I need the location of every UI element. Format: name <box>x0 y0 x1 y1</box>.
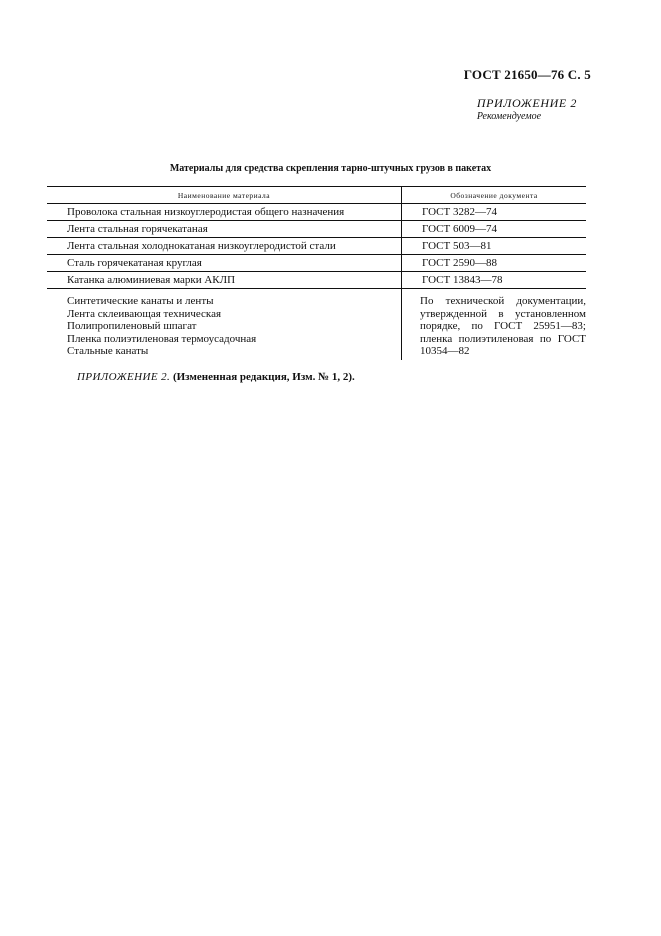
footnote <box>77 371 355 383</box>
materials-table <box>47 186 586 360</box>
table-row <box>47 272 586 289</box>
page-header: ГОСТ 21650—76 С. 5 <box>463 67 591 82</box>
document-cell: ГОСТ 6009—74 <box>402 221 587 238</box>
material-line: Лента склеивающая техническая <box>67 307 222 320</box>
material-line: Полипропиленовый шпагат <box>67 320 197 332</box>
material-cell: Катанка алюминиевая марки АКЛП <box>47 272 402 289</box>
column-header-document: Обозначение документа <box>402 187 587 204</box>
appendix-title: ПРИЛОЖЕНИЕ 2 <box>476 96 577 110</box>
appendix-block <box>477 96 577 122</box>
column-header-material: Наименование материала <box>47 187 402 204</box>
table-title: Материалы для средства скрепления тарно-штучных грузов в пакетах <box>169 163 492 174</box>
material-cell: Сталь горячекатаная круглая <box>47 255 402 272</box>
document-cell: ГОСТ 2590—88 <box>402 255 587 272</box>
material-cell: Лента стальная холоднокатаная низкоуглеродистой стали <box>47 238 402 255</box>
table-row <box>47 204 586 221</box>
material-line: Пленка полиэтиленовая термоусадочная <box>67 332 257 345</box>
material-cell: Проволока стальная низкоуглеродистая общего назначения <box>47 204 402 221</box>
document-cell: ГОСТ 3282—74 <box>402 204 587 221</box>
document-cell: По технической документации, утвержденной в установленном порядке, по ГОСТ 25951—83; пленка полиэтиленовая по ГОСТ 10354—82 <box>402 289 587 360</box>
document-cell: ГОСТ 13843—78 <box>402 272 587 289</box>
material-list-cell <box>47 289 402 360</box>
table-row <box>47 255 586 272</box>
material-cell: Лента стальная горячекатаная <box>47 221 402 238</box>
appendix-subtitle: Рекомендуемое <box>476 111 542 122</box>
table-row <box>47 238 586 255</box>
table-row <box>47 289 586 360</box>
document-cell: ГОСТ 503—81 <box>402 238 587 255</box>
table-header-row <box>47 187 586 204</box>
footnote-label: ПРИЛОЖЕНИЕ 2. <box>77 371 171 383</box>
material-line: Синтетические канаты и ленты <box>67 295 214 307</box>
footnote-text: (Измененная редакция, Изм. № 1, 2). <box>170 371 355 383</box>
table-row <box>47 221 586 238</box>
material-line: Стальные канаты <box>67 345 149 357</box>
